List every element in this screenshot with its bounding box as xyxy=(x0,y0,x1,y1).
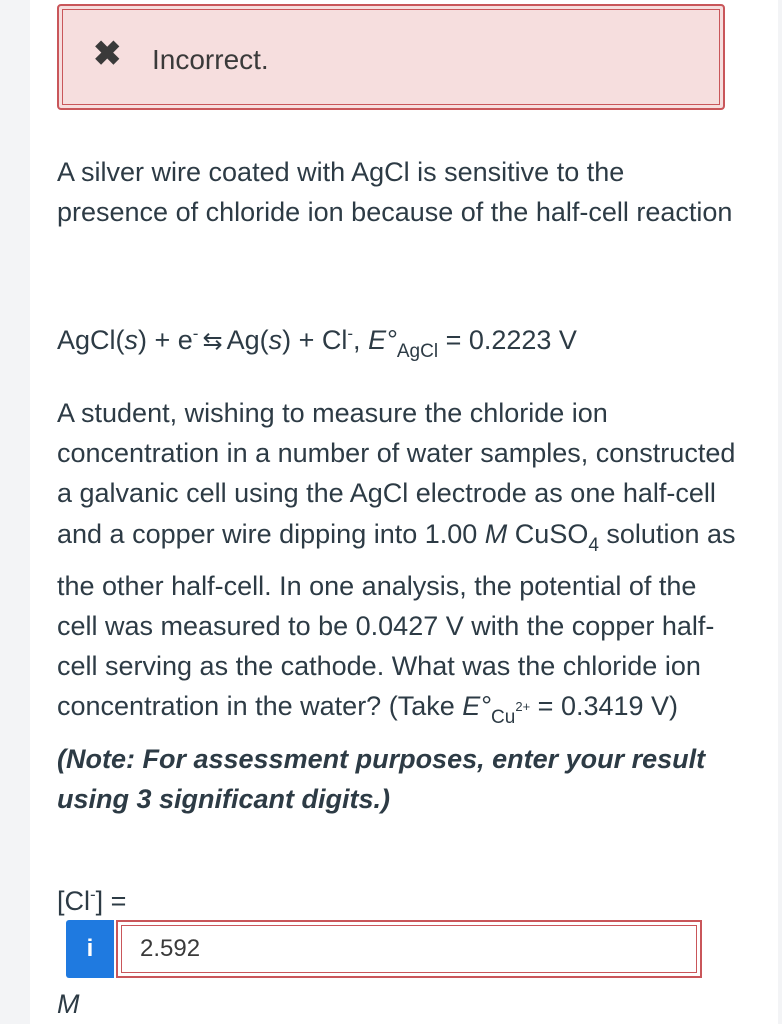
answer-row xyxy=(66,920,704,978)
info-icon[interactable]: i xyxy=(66,920,114,978)
equilibrium-arrow-icon: ⇆ xyxy=(202,328,223,355)
close-icon: ✖ xyxy=(93,35,122,73)
question-page xyxy=(30,0,778,1024)
answer-label: [Cl-] = xyxy=(57,885,127,916)
assessment-note: (Note: For assessment purposes, enter your result using 3 significant digits.) xyxy=(57,743,706,814)
half-cell-reaction: AgCl(s) + e- ⇆ Ag(s) + Cl-, $E^\circ_{AgCl} = 0.2223$ V xyxy=(57,324,577,362)
question-body: A student, wishing to measure the chloride ion concentration in a number of water samples, constructed a galvanic cell using the AgCl electrode as one half-cell and a copper wire dipping into 1.00 M CuSO$_4$ solution as the other half-cell. In one analysis, the potential of the cell was measured to be 0.0427 V with the copper half-cell serving as the cathode. What was the chloride ion concentration in the water? (Take $E^\circ_{Cu}^{2+} = 0.3419$ V) (Note: For assessment purposes, enter your result using 3 significant digits.) xyxy=(57,398,736,814)
answer-unit: M xyxy=(57,989,80,1019)
question-intro: A silver wire coated with AgCl is sensitive to the presence of chloride ion because of the half-cell reaction xyxy=(57,157,733,228)
incorrect-banner xyxy=(57,4,725,110)
answer-input[interactable] xyxy=(116,920,702,978)
answer-value: 2.592 xyxy=(140,935,201,962)
feedback-text: Incorrect. xyxy=(152,44,269,75)
